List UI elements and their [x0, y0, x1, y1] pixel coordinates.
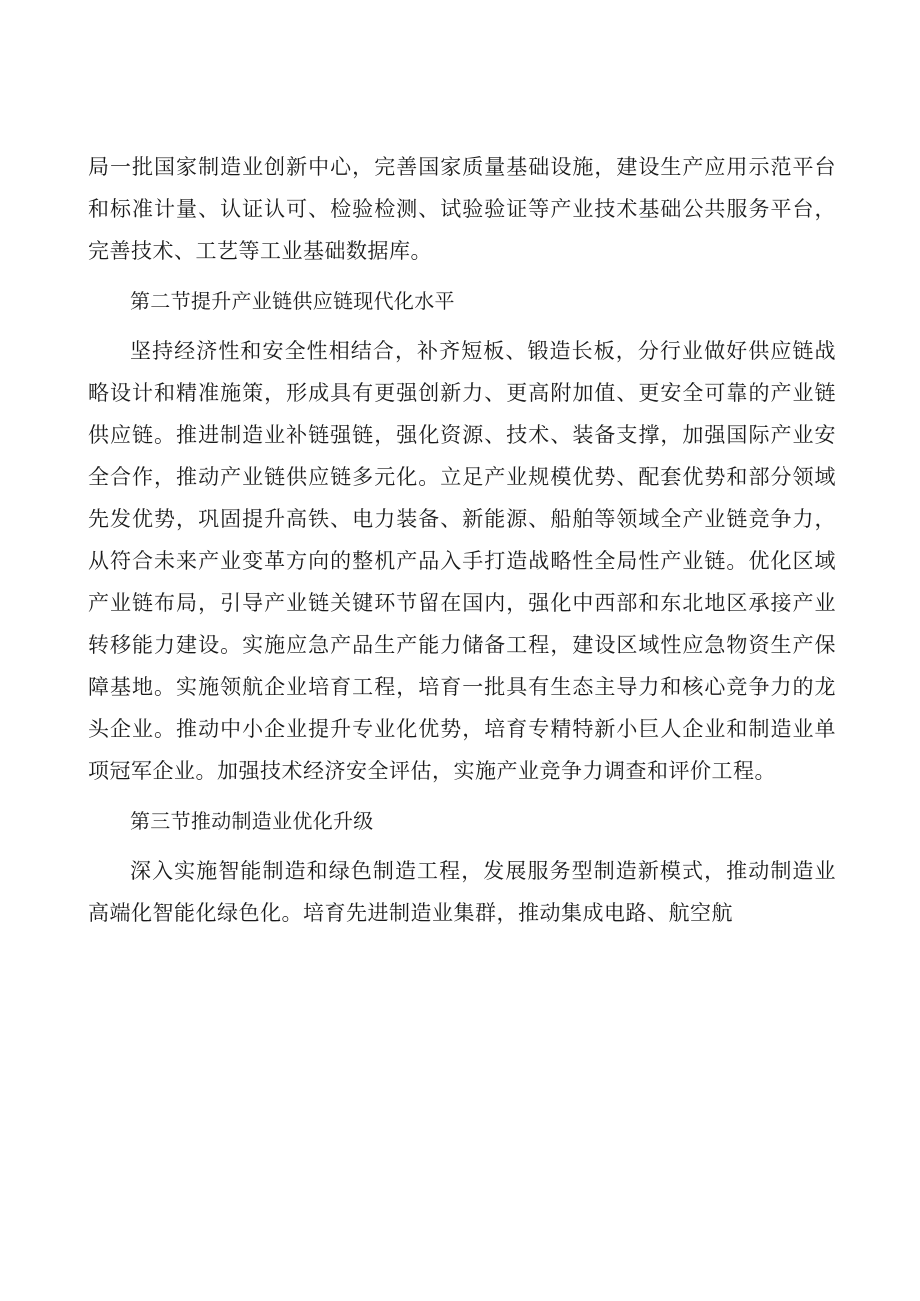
- document-page: [88, 146, 836, 934]
- section-3-heading: 第三节推动制造业优化升级: [130, 809, 374, 833]
- section-3-paragraph: 深入实施智能制造和绿色制造工程，发展服务型制造新模式，推动制造业高端化智能化绿色化。培育先进制造业集群，推动集成电路、航空航: [88, 859, 836, 925]
- section-2-paragraph: 坚持经济性和安全性相结合，补齐短板、锻造长板，分行业做好供应链战略设计和精准施策，形成具有更强创新力、更高附加值、更安全可靠的产业链供应链。推进制造业补链强链，强化资源、技术、装备支撑，加强国际产业安全合作，推动产业链供应链多元化。立足产业规模优势、配套优势和部分领域先发优势，巩固提升高铁、电力装备、新能源、船舶等领域全产业链竞争力，从符合未来产业变革方向的整机产品入手打造战略性全局性产业链。优化区域产业链布局，引导产业链关键环节留在国内，强化中西部和东北地区承接产业转移能力建设。实施应急产品生产能力储备工程，建设区域性应急物资生产保障基地。实施领航企业培育工程，培育一批具有生态主导力和核心竞争力的龙头企业。推动中小企业提升专业化优势，培育专精特新小巨人企业和制造业单项冠军企业。加强技术经济安全评估，实施产业竞争力调查和评价工程。: [88, 339, 836, 783]
- section-2-heading: 第二节提升产业链供应链现代化水平: [130, 289, 455, 313]
- paragraph-continued: 局一批国家制造业创新中心，完善国家质量基础设施，建设生产应用示范平台和标准计量、认证认可、检验检测、试验验证等产业技术基础公共服务平台，完善技术、工艺等工业基础数据库。: [88, 155, 836, 263]
